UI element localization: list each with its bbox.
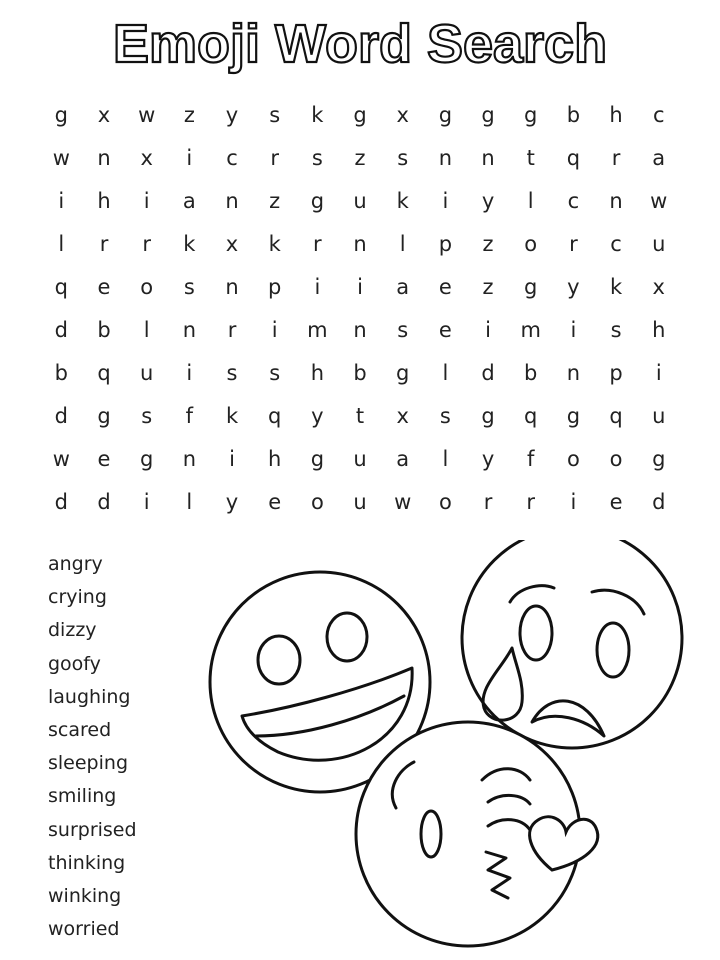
grid-letter: g bbox=[97, 404, 111, 429]
grid-letter: n bbox=[438, 145, 453, 170]
grid-row bbox=[40, 481, 680, 524]
grid-letter: r bbox=[483, 490, 493, 515]
grid-letter: g bbox=[310, 188, 325, 213]
grid-letter: d bbox=[652, 490, 666, 515]
grid-letter: g bbox=[481, 404, 495, 429]
word-list bbox=[48, 548, 198, 946]
grid-letter: q bbox=[54, 274, 68, 299]
grid-letter: t bbox=[355, 404, 365, 429]
grid-letter: n bbox=[97, 145, 111, 170]
grid-letter: r bbox=[313, 231, 322, 256]
grid-letter: y bbox=[311, 404, 324, 429]
grid-letter: o bbox=[140, 274, 154, 299]
grid-letter: g bbox=[524, 102, 538, 127]
grid-letter: l bbox=[186, 490, 193, 515]
grid-letter: l bbox=[442, 361, 449, 386]
grid-letter: z bbox=[482, 274, 494, 299]
grid-letter: g bbox=[438, 102, 453, 127]
grid-letter: k bbox=[311, 102, 324, 127]
grid-letter: e bbox=[97, 274, 111, 299]
grid-letter: g bbox=[566, 404, 581, 429]
emoji-illustration bbox=[200, 540, 710, 950]
grid-letter: s bbox=[141, 404, 153, 429]
grid-letter: s bbox=[439, 404, 451, 429]
grid-letter: w bbox=[650, 188, 668, 213]
grid-letter: e bbox=[609, 490, 623, 515]
grid-letter: d bbox=[54, 490, 68, 515]
grid-letter: k bbox=[396, 188, 409, 213]
grid-letter: k bbox=[609, 274, 623, 299]
grid-letter: i bbox=[58, 188, 65, 213]
grid-letter: q bbox=[609, 404, 623, 429]
grid-letter: x bbox=[225, 231, 239, 256]
grid-letter: r bbox=[611, 145, 621, 170]
grid-letter: n bbox=[566, 361, 581, 386]
grid-letter: d bbox=[54, 404, 68, 429]
grid-letter: b bbox=[97, 318, 111, 343]
grid-letter: i bbox=[143, 490, 150, 515]
grid-letter: p bbox=[609, 361, 623, 386]
word-list-item: surprised bbox=[48, 818, 137, 841]
word-list-item: goofy bbox=[48, 652, 101, 675]
grid-letter: f bbox=[527, 447, 535, 472]
grid-letter: s bbox=[269, 102, 281, 127]
grid-letter: i bbox=[485, 318, 491, 343]
crying-face-icon bbox=[462, 540, 682, 748]
grid-letter: i bbox=[271, 318, 278, 343]
grid-letter: g bbox=[353, 102, 367, 127]
grid-letter: o bbox=[566, 447, 580, 472]
grid-letter: c bbox=[226, 145, 238, 170]
grid-letter: k bbox=[225, 404, 239, 429]
grid-letter: i bbox=[229, 447, 235, 472]
grid-letter: z bbox=[269, 188, 281, 213]
grid-letter: x bbox=[652, 274, 665, 299]
grid-letter: y bbox=[481, 188, 495, 213]
grid-row bbox=[40, 395, 680, 438]
grid-letter: x bbox=[396, 102, 409, 127]
grid-letter: z bbox=[354, 145, 366, 170]
grid-letter: k bbox=[268, 231, 281, 256]
grid-letter: y bbox=[225, 102, 239, 127]
grid-letter: q bbox=[524, 404, 538, 429]
word-list-item: sleeping bbox=[48, 752, 128, 775]
grid-letter: q bbox=[268, 404, 282, 429]
grid-letter: e bbox=[268, 490, 282, 515]
grid-letter: n bbox=[609, 188, 623, 213]
grid-letter: i bbox=[570, 318, 577, 343]
grid-letter: s bbox=[397, 318, 409, 343]
grid-row bbox=[40, 265, 680, 308]
grid-row bbox=[40, 136, 680, 179]
grid-letter: w bbox=[394, 490, 412, 515]
grid-letter: r bbox=[526, 490, 536, 515]
grid-letter: s bbox=[269, 361, 281, 386]
grid-letter: x bbox=[396, 404, 409, 429]
grid-letter: s bbox=[226, 361, 238, 386]
grid-letter: z bbox=[183, 102, 195, 127]
grid-letter: k bbox=[183, 231, 196, 256]
grid-letter: b bbox=[353, 361, 367, 386]
grid-letter: o bbox=[524, 231, 538, 256]
grid-letter: i bbox=[655, 361, 662, 386]
grid-letter: g bbox=[396, 361, 410, 386]
grid-letter: l bbox=[527, 188, 534, 213]
grid-letter: x bbox=[140, 145, 153, 170]
grid-row bbox=[40, 179, 680, 222]
grid-letter: s bbox=[183, 274, 195, 299]
grid-letter: u bbox=[353, 188, 367, 213]
grid-letter: n bbox=[353, 231, 367, 256]
grid-letter: r bbox=[142, 231, 151, 256]
grid-letter: q bbox=[97, 361, 111, 386]
grid-letter: i bbox=[570, 490, 577, 515]
grid-letter: i bbox=[442, 188, 449, 213]
letter-grid bbox=[40, 93, 680, 524]
grid-letter: x bbox=[97, 102, 111, 127]
word-list-item: winking bbox=[48, 884, 122, 907]
grid-row bbox=[40, 222, 680, 265]
grid-letter: r bbox=[569, 231, 578, 256]
grid-letter: m bbox=[307, 318, 328, 343]
grid-letter: b bbox=[54, 361, 68, 386]
grid-letter: u bbox=[140, 361, 154, 386]
grid-letter: g bbox=[481, 102, 495, 127]
grid-letter: c bbox=[652, 102, 665, 127]
grid-letter: l bbox=[442, 447, 449, 472]
grid-letter: i bbox=[143, 188, 150, 213]
grid-letter: n bbox=[225, 274, 239, 299]
grid-letter: t bbox=[526, 145, 535, 170]
word-list-item: scared bbox=[48, 718, 112, 741]
grid-letter: w bbox=[138, 102, 156, 127]
word-list-item: angry bbox=[48, 553, 103, 575]
grid-letter: h bbox=[310, 361, 325, 386]
grid-letter: s bbox=[610, 318, 622, 343]
grid-letter: a bbox=[396, 447, 410, 472]
grid-letter: o bbox=[609, 447, 623, 472]
grid-letter: e bbox=[438, 274, 452, 299]
grid-letter: d bbox=[97, 490, 111, 515]
grid-letter: n bbox=[481, 145, 495, 170]
grid-letter: c bbox=[567, 188, 580, 213]
grid-letter: u bbox=[353, 447, 367, 472]
grid-letter: i bbox=[186, 145, 193, 170]
word-list-item: laughing bbox=[48, 685, 131, 708]
grid-letter: i bbox=[314, 274, 321, 299]
grid-letter: c bbox=[610, 231, 622, 256]
grid-letter: w bbox=[52, 447, 70, 472]
grid-letter: g bbox=[54, 102, 68, 127]
grid-row bbox=[40, 308, 680, 351]
word-list-item: worried bbox=[48, 918, 120, 941]
grid-letter: g bbox=[310, 447, 325, 472]
grid-letter: u bbox=[353, 490, 367, 515]
grid-letter: n bbox=[353, 318, 367, 343]
grid-letter: r bbox=[99, 231, 109, 256]
grid-letter: r bbox=[270, 145, 280, 170]
grid-letter: z bbox=[482, 231, 494, 256]
grid-letter: g bbox=[652, 447, 666, 472]
grid-letter: y bbox=[225, 490, 239, 515]
word-list-item: dizzy bbox=[48, 619, 97, 642]
grid-letter: l bbox=[143, 318, 150, 343]
grid-letter: b bbox=[566, 102, 581, 127]
grid-letter: e bbox=[438, 318, 452, 343]
grid-letter: w bbox=[52, 145, 70, 170]
grid-letter: a bbox=[652, 145, 666, 170]
grid-letter: m bbox=[520, 318, 541, 343]
grid-letter: n bbox=[182, 447, 196, 472]
grid-letter: y bbox=[567, 274, 580, 299]
grid-letter: u bbox=[652, 404, 666, 429]
title-text: Emoji Word Search bbox=[112, 14, 608, 74]
word-list-item: crying bbox=[48, 586, 107, 609]
grid-letter: a bbox=[182, 188, 196, 213]
grid-letter: n bbox=[225, 188, 239, 213]
grid-letter: h bbox=[652, 318, 666, 343]
grid-letter: g bbox=[524, 274, 538, 299]
word-list-item: smiling bbox=[48, 785, 117, 808]
grid-row bbox=[40, 352, 680, 395]
grid-letter: s bbox=[311, 145, 323, 170]
grid-letter: n bbox=[182, 318, 196, 343]
grid-letter: o bbox=[310, 490, 324, 515]
grid-letter: g bbox=[140, 447, 154, 472]
grid-row bbox=[40, 438, 680, 481]
grid-letter: y bbox=[481, 447, 495, 472]
grid-letter: p bbox=[438, 231, 453, 256]
grid-row bbox=[40, 93, 680, 136]
grid-letter: f bbox=[185, 404, 194, 429]
page-title bbox=[0, 8, 720, 78]
grid-letter: s bbox=[397, 145, 409, 170]
grid-letter: e bbox=[97, 447, 111, 472]
grid-letter: d bbox=[481, 361, 495, 386]
grid-letter: p bbox=[268, 274, 282, 299]
grid-letter: h bbox=[268, 447, 282, 472]
grid-letter: h bbox=[97, 188, 111, 213]
kissing-face-icon bbox=[356, 722, 598, 946]
word-list-item: thinking bbox=[48, 851, 126, 874]
grid-letter: b bbox=[524, 361, 538, 386]
grid-letter: o bbox=[438, 490, 452, 515]
grid-letter: i bbox=[186, 361, 193, 386]
grid-letter: r bbox=[227, 318, 237, 343]
grid-letter: l bbox=[58, 231, 65, 256]
grid-letter: u bbox=[652, 231, 666, 256]
grid-letter: h bbox=[609, 102, 623, 127]
grid-letter: l bbox=[399, 231, 406, 256]
grid-letter: q bbox=[566, 145, 581, 170]
grid-letter: a bbox=[396, 274, 410, 299]
grid-letter: d bbox=[54, 318, 68, 343]
grid-letter: i bbox=[357, 274, 363, 299]
